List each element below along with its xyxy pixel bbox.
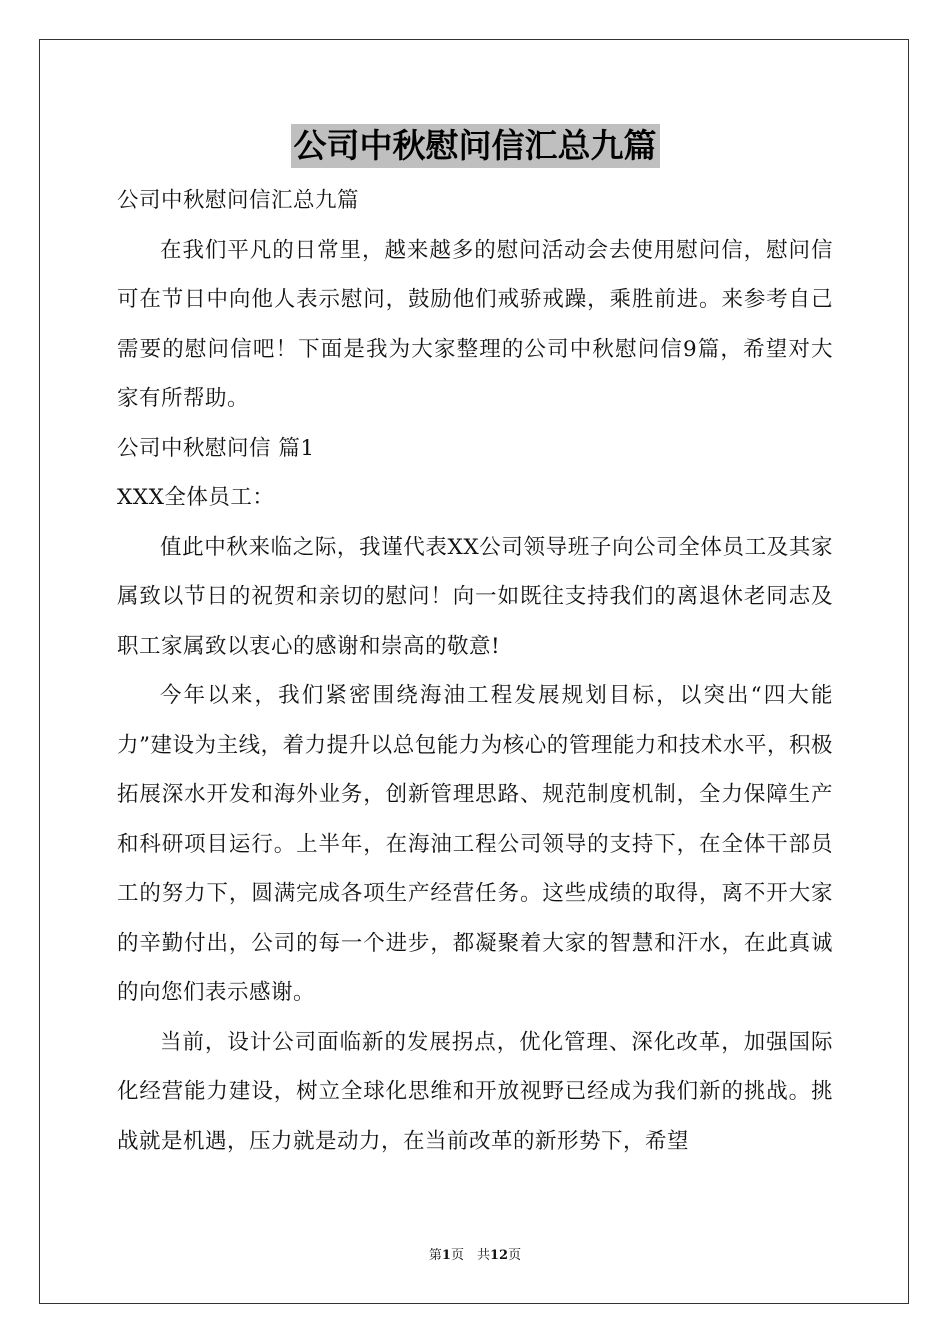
document-body (117, 176, 833, 1166)
paragraph: 值此中秋来临之际，我谨代表XX公司领导班子向公司全体员工及其家属致以节日的祝贺和亲切的慰问！向一如既往支持我们的离退休老同志及职工家属致以衷心的感谢和崇高的敬意! (117, 534, 833, 659)
page-current: 1 (441, 1248, 451, 1263)
title-container (0, 124, 950, 168)
page-prefix: 第 (428, 1248, 442, 1263)
page-footer (0, 1244, 950, 1263)
paragraph: 当前，设计公司面临新的发展拐点，优化管理、深化改革，加强国际化经营能力建设，树立全球化思维和开放视野已经成为我们新的挑战。挑战就是机遇，压力就是动力，在当前改革的新形势下，希望 (117, 1029, 833, 1154)
paragraph: 今年以来，我们紧密围绕海油工程发展规划目标，以突出“四大能力”建设为主线，着力提升以总包能力为核心的管理能力和技术水平，积极拓展深水开发和海外业务，创新管理思路、规范制度机制，全力保障生产和科研项目运行。上半年，在海油工程公司领导的支持下，在全体干部员工的努力下，圆满完成各项生产经营任务。这些成绩的取得，离不开大家的辛勤付出，公司的每一个进步，都凝聚着大家的智慧和汗水，在此真诚的向您们表示感谢。 (117, 683, 833, 1005)
page-total: 12 (489, 1248, 509, 1263)
paragraph: XXX全体员工： (117, 485, 275, 510)
paragraph: 在我们平凡的日常里，越来越多的慰问活动会去使用慰问信，慰问信可在节日中向他人表示慰问，鼓励他们戒骄戒躁，乘胜前进。来参考自己需要的慰问信吧！下面是我为大家整理的公司中秋慰问信9篇，希望对大家有所帮助。 (117, 237, 833, 411)
paragraph: 公司中秋慰问信汇总九篇 (117, 188, 360, 213)
paragraph: 公司中秋慰问信 篇1 (117, 435, 315, 461)
page-suffix: 页 (508, 1248, 522, 1263)
page-mid: 页 共 (450, 1248, 490, 1263)
document-title: 公司中秋慰问信汇总九篇 (291, 124, 660, 168)
